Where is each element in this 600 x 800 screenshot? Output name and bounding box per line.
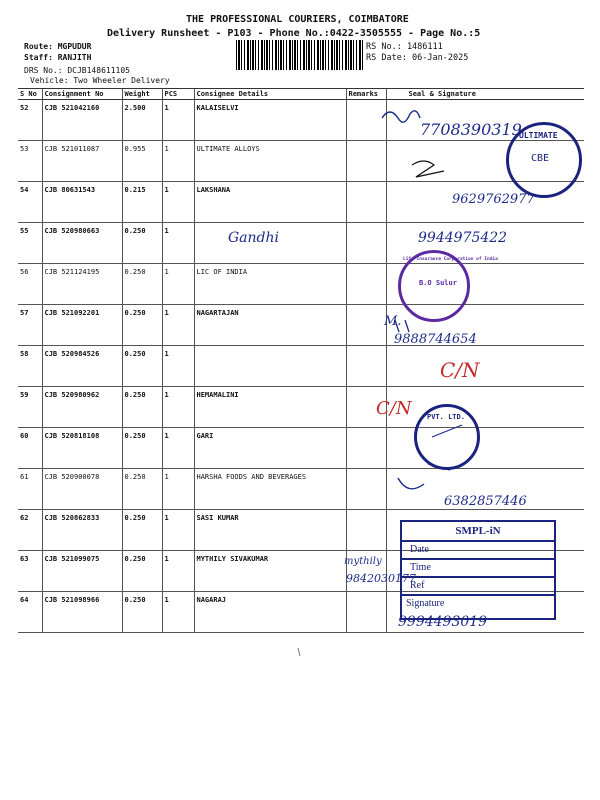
pvt-ltd-seal (414, 404, 480, 470)
signature-phone-57: 9888744654 (394, 332, 477, 347)
ultimate-seal-ring: ULTIMATE (519, 131, 558, 140)
consignment-cell: CJB 520862833 (42, 510, 122, 551)
route-label: Route: MGPUDUR (24, 42, 92, 51)
weight-cell: 0.250 (122, 387, 162, 428)
consignee-cell: GARI (194, 428, 346, 469)
lic-seal-center: B.O Sulur (419, 279, 457, 287)
smpl-ref-label: Ref (410, 580, 425, 591)
weight-cell: 0.250 (122, 469, 162, 510)
pcs-cell: 1 (162, 510, 194, 551)
sno-cell: 58 (18, 346, 42, 387)
consignment-cell: CJB 521124195 (42, 264, 122, 305)
remarks-cell (346, 469, 386, 510)
col-sno: S No (18, 89, 42, 100)
table-row (18, 387, 584, 428)
sno-cell: 59 (18, 387, 42, 428)
rs-no: RS No.: 1486111 (366, 42, 443, 52)
consignee-cell: NAGARAJ (194, 592, 346, 633)
consignee-cell: NAGARTAJAN (194, 305, 346, 346)
sno-cell: 53 (18, 141, 42, 182)
runsheet-subtitle: Delivery Runsheet - P103 - Phone No.:0422-3505555 - Page No.:5 (107, 28, 481, 39)
consignee-cell: MYTHILY SIVAKUMAR (194, 551, 346, 592)
consignment-cell: CJB 520980962 (42, 387, 122, 428)
signature-initial-57: M. (384, 314, 402, 329)
consignment-cell: CJB 520900078 (42, 469, 122, 510)
remarks-cell (346, 182, 386, 223)
consignee-cell: HEMAMALINI (194, 387, 346, 428)
signature-phone-52: 7708390319 (420, 120, 522, 139)
weight-cell: 0.250 (122, 223, 162, 264)
weight-cell: 0.215 (122, 182, 162, 223)
rs-date: RS Date: 06-Jan-2025 (366, 53, 469, 63)
drs-no: DRS No.: DCJB148611105 (24, 66, 130, 75)
handwritten-phone-63: 9842030177 (346, 572, 416, 585)
sno-cell: 57 (18, 305, 42, 346)
signature-phone-64: 9994493019 (398, 614, 488, 630)
pvt-ltd-seal-ring: PVT. LTD. (427, 413, 465, 421)
smpl-delivery-stamp (400, 520, 556, 620)
pcs-cell: 1 (162, 305, 194, 346)
ultimate-seal-center: CBE (531, 153, 550, 164)
weight-cell: 0.250 (122, 428, 162, 469)
handwritten-name-63: mythily (344, 556, 382, 567)
consignee-cell: LAKSHANA (194, 182, 346, 223)
consignee-cell: ULTIMATE ALLOYS (194, 141, 346, 182)
table-header-row (18, 89, 584, 100)
ultimate-alloys-seal (506, 122, 582, 198)
consignee-cell (194, 346, 346, 387)
remarks-cell (346, 428, 386, 469)
pcs-cell: 1 (162, 469, 194, 510)
consignment-cell: CJB 520984526 (42, 346, 122, 387)
remarks-cell (346, 346, 386, 387)
pcs-cell: 1 (162, 387, 194, 428)
pcs-cell: 1 (162, 592, 194, 633)
cn-mark-59: C/N (376, 398, 412, 419)
vehicle-label: Vehicle: Two Wheeler Delivery (30, 76, 170, 85)
weight-cell: 0.250 (122, 346, 162, 387)
signature-phone-55: 9944975422 (418, 230, 508, 246)
consignment-cell: CJB 521092201 (42, 305, 122, 346)
consignment-cell: CJB 521098966 (42, 592, 122, 633)
seal-cell (386, 346, 584, 387)
consignment-cell: CJB 80631543 (42, 182, 122, 223)
smpl-time-label: Time (410, 562, 431, 573)
table-row (18, 305, 584, 346)
table-row (18, 428, 584, 469)
weight-cell: 0.250 (122, 264, 162, 305)
pcs-cell: 1 (162, 182, 194, 223)
smpl-ref-line (402, 594, 554, 596)
table-row (18, 264, 584, 305)
remarks-cell (346, 100, 386, 141)
remarks-cell (346, 510, 386, 551)
weight-cell: 2.500 (122, 100, 162, 141)
weight-cell: 0.250 (122, 592, 162, 633)
pcs-cell: 1 (162, 264, 194, 305)
lic-seal (398, 250, 498, 322)
remarks-cell (346, 141, 386, 182)
pcs-cell: 1 (162, 428, 194, 469)
lic-seal-ring: Life Insurance Corporation of India (403, 257, 498, 262)
pcs-cell: 1 (162, 223, 194, 264)
sno-cell: 55 (18, 223, 42, 264)
seal-cell (386, 387, 584, 428)
remarks-cell (346, 305, 386, 346)
consignment-cell: CJB 521011087 (42, 141, 122, 182)
smpl-signature-label: Signature (406, 598, 445, 609)
table-row (18, 346, 584, 387)
company-title: THE PROFESSIONAL COURIERS, COIMBATORE (186, 14, 409, 25)
sno-cell: 52 (18, 100, 42, 141)
sno-cell: 61 (18, 469, 42, 510)
col-weight: Weight (122, 89, 162, 100)
remarks-cell (346, 223, 386, 264)
signature-phone-61: 6382857446 (444, 494, 527, 509)
weight-cell: 0.250 (122, 551, 162, 592)
col-remarks: Remarks (346, 89, 386, 100)
sno-cell: 54 (18, 182, 42, 223)
weight-cell: 0.250 (122, 305, 162, 346)
table-row (18, 141, 584, 182)
remarks-cell (346, 592, 386, 633)
consignee-cell: KALAISELVI (194, 100, 346, 141)
consignment-cell: CJB 521099075 (42, 551, 122, 592)
col-consignment: Consignment No (42, 89, 122, 100)
staff-label: Staff: RANJITH (24, 53, 92, 62)
signature-phone-54: 9629762977 (452, 192, 535, 207)
consignment-cell: CJB 520818108 (42, 428, 122, 469)
barcode (236, 40, 364, 70)
sno-cell: 63 (18, 551, 42, 592)
col-pcs: PCS (162, 89, 194, 100)
sno-cell: 64 (18, 592, 42, 633)
consignee-cell: LIC OF INDIA (194, 264, 346, 305)
smpl-date-line (402, 558, 554, 560)
smpl-time-line (402, 576, 554, 578)
weight-cell: 0.955 (122, 141, 162, 182)
sno-cell: 56 (18, 264, 42, 305)
consignment-cell: CJB 520980663 (42, 223, 122, 264)
sno-cell: 60 (18, 428, 42, 469)
smpl-stamp-title: SMPL-iN (402, 522, 554, 542)
cn-mark-58: C/N (440, 358, 480, 382)
remark-gandhi: Gandhi (228, 230, 280, 246)
pcs-cell: 1 (162, 346, 194, 387)
sno-cell: 62 (18, 510, 42, 551)
weight-cell: 0.250 (122, 510, 162, 551)
pcs-cell: 1 (162, 551, 194, 592)
consignment-cell: CJB 521042160 (42, 100, 122, 141)
consignee-cell: HARSHA FOODS AND BEVERAGES (194, 469, 346, 510)
col-consignee: Consignee Details (194, 89, 346, 100)
pcs-cell: 1 (162, 141, 194, 182)
col-seal: Seal & Signature (386, 89, 584, 100)
remarks-cell (346, 264, 386, 305)
consignee-cell: SASI KUMAR (194, 510, 346, 551)
pcs-cell: 1 (162, 100, 194, 141)
smpl-date-label: Date (410, 544, 429, 555)
